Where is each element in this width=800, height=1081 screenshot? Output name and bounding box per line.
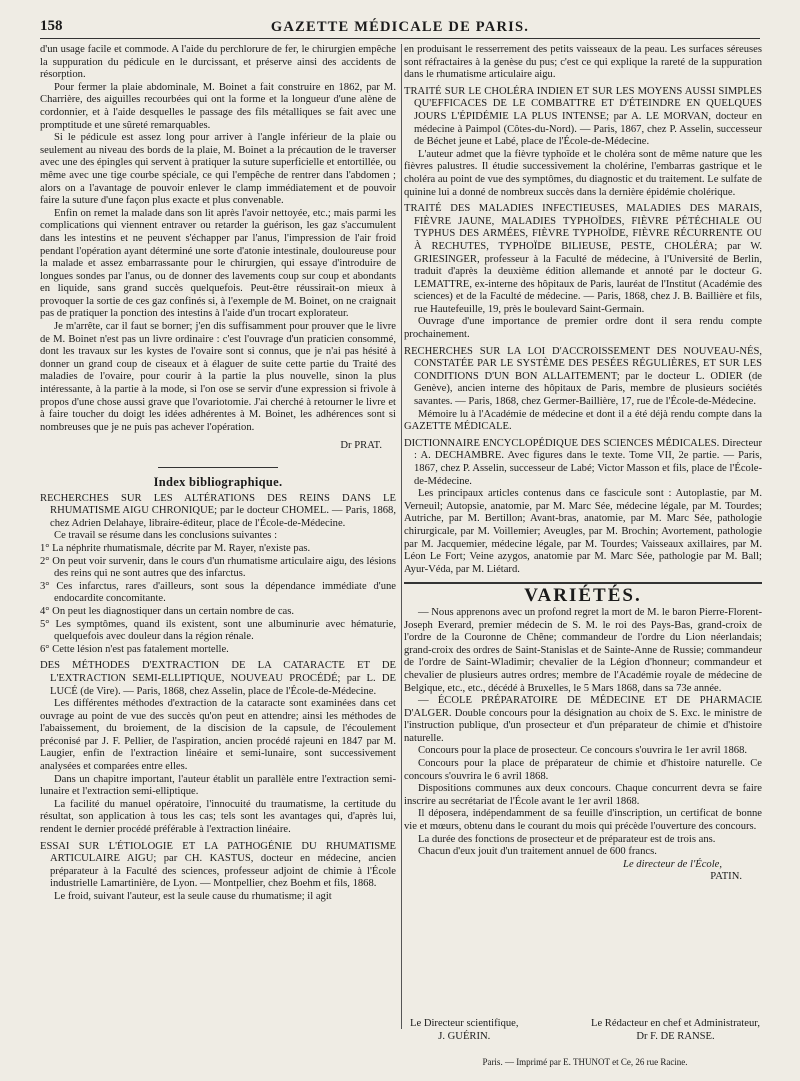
footer-director-name: J. GUÉRIN. xyxy=(438,1031,491,1042)
news-paragraph: La durée des fonctions de prosecteur et de préparateur est de trois ans. xyxy=(418,833,716,845)
running-title: GAZETTE MÉDICALE DE PARIS. xyxy=(270,19,530,35)
left-column xyxy=(40,44,396,904)
page-header xyxy=(40,16,760,39)
index-title: Index bibliographique. xyxy=(153,475,283,489)
biblio-paragraph: Dans un chapitre important, l'auteur établit un parallèle entre l'extraction semi-lunaire et l'extraction semi-elliptique. xyxy=(40,773,396,798)
biblio-paragraph: Ouvrage d'une importance de premier ordre dont il sera rendu compte prochainement. xyxy=(404,316,762,341)
director-signature: Le directeur de l'École, xyxy=(623,858,722,870)
varietes-title: VARIÉTÉS. xyxy=(524,585,642,607)
biblio-paragraph: Les différentes méthodes d'extraction de la cataracte sont examinées dans cet ouvrage au point de vue des succès qu'on peut en attendre; ainsi les méthodes de l'abaissement, du broiement, de la discision de la capsule, de l'écoulement préconisé par J. F. Pellier, de l'aspiration, ancien procédé rajeuni en 1847 par M. Laugier, enfin de l'extraction linéaire et semi-lunaire, sont successivement analysées et comparées entre elles. xyxy=(40,698,396,773)
biblio-paragraph: Ce travail se résume dans les conclusions suivantes : xyxy=(54,530,278,542)
list-item: 2° On peut voir survenir, dans le cours d'un rhumatisme articulaire aigu, des lésions des reins qui ne sont autres que des infarctus. xyxy=(40,555,396,580)
footer-row xyxy=(410,1017,760,1043)
biblio-paragraph: en produisant le resserrement des petits vaisseaux de la peau. Les surfaces séreuses sont réfractaires à la genèse du pus; c'est ce qui explique la rareté de la suppuration dans le rhumatisme articulaire aigu. xyxy=(404,44,762,81)
biblio-paragraph: L'auteur admet que la fièvre typhoïde et le choléra sont de même nature que les fièvres palustres. Il étudie successivement la cholérine, l'embarras gastrique et le choléra au point de vue des symptômes, du diagnostic et du traitement. Le sulfate de quinine lui a donné de nombreux succès dans la dernière épidémie cholérique. xyxy=(404,148,762,198)
article-paragraph: Je m'arrête, car il faut se borner; j'en dis suffisamment pour prouver que le livre de M. Boinet n'est pas un livre ordinaire : c'est l'ouvrage d'un praticien consommé, dont les travaux sur les kystes de l'ovaire sont si connus, que je n'ai pas hésité à donner un grand coup de ciseaux et à élaguer de suite cette partie du Traité des maladies de l'ovaire, pour courir à la partie la plus nouvelle, sinon la plus intéressante, à la partie à la mode, si l'on ose se servir d'une expression si frivole à propos d'une chose aussi grave que l'ovariotomie. J'ai cherché à retourner le livre et à faire toucher du doigt les idées adhérentes à M. Boinet, les adhérences sont si nombreuses que je ne puis pas achever l'opération. xyxy=(40,321,396,433)
biblio-entry-heading: TRAITÉ SUR LE CHOLÉRA INDIEN ET SUR LES MOYENS AUSSI SIMPLES QU'EFFICACES DE LE COMBATTRE ET D'ÉTEINDRE EN QUELQUES JOURS L'ÉPIDÉMIE LA PLUS INTENSE; par A. LE MORVAN, docteur en médecine à Paimpol (Côtes-du-Nord). — Paris, 1867, chez P. Asselin, successeur de Béchet jeune et Labé, place de l'École-de-Médecine. xyxy=(404,85,762,148)
list-item: 5° Les symptômes, quand ils existent, sont une albuminurie avec hématurie, quelquefois avec douleur dans la région rénale. xyxy=(40,618,396,643)
page-number: 158 xyxy=(40,18,63,34)
list-item: 3° Ces infarctus, rares d'ailleurs, sont sous la dépendance immédiate d'une endocardite concomitante. xyxy=(40,580,396,605)
article-signature: Dr PRAT. xyxy=(340,440,382,452)
biblio-entry-heading: RECHERCHES SUR LA LOI D'ACCROISSEMENT DES NOUVEAU-NÉS, CONSTATÉE PAR LE SYSTÈME DES PESÉES RÉGULIÈRES, ET SUR LES CONDITIONS D'UN BON ALLAITEMENT; par le docteur L. ODIER (de Genève), ancien interne des hôpitaux de Paris, membre de plusieurs sociétés savantes. — Paris, 1868, chez Germer-Baillière, 17, rue de l'École-de-Médecine. xyxy=(404,345,762,408)
biblio-entry-heading: DICTIONNAIRE ENCYCLOPÉDIQUE DES SCIENCES MÉDICALES. Directeur : A. DECHAMBRE. Avec figures dans le texte. Tome VII, 2e partie. — Paris, 1867, chez P. Asselin, successeur de Labé; Victor Masson et fils, place de l'École-de-Médecine. xyxy=(404,437,762,487)
list-item: 4° On peut les diagnostiquer dans un certain nombre de cas. xyxy=(40,605,295,617)
news-paragraph: Concours pour la place de préparateur de chimie et d'histoire naturelle. Ce concours s'ouvrira le 6 avril 1868. xyxy=(404,758,762,782)
footer-director xyxy=(410,1017,519,1043)
conclusions-list xyxy=(40,543,396,656)
article-paragraph: Pour fermer la plaie abdominale, M. Boinet a fait construire en 1862, par M. Charrière, des aiguilles recourbées qui ont la forme et la longueur d'une alène de cordonnier, et à l'aide desquelles le passage des fils métalliques se fait avec une promptitude et une sûreté remarquables. xyxy=(40,81,396,131)
article-paragraph: Si le pédicule est assez long pour arriver à l'angle inférieur de la plaie ou seulement au niveau des bords de la plaie, M. Boinet a la précaution de le traverser avec une des épingles qui servent à pratiquer la suture superficielle et entortillée, ou même avec une tige courbe spéciale, ce qui l'empêche de rentrer dans l'abdomen ; alors on a l'avantage de pouvoir enlever le clamp immédiatement et de pouvoir faire la suture d'une façon plus exacte et plus convenable. xyxy=(40,132,396,207)
biblio-entry-heading: TRAITÉ DES MALADIES INFECTIEUSES, MALADIES DES MARAIS, FIÈVRE JAUNE, MALADIES TYPHOÏDES, FIÈVRE PÉTÉCHIALE OU TYPHUS DES ARMÉES, FIÈVRE TYPHOÏDE, FIÈVRE RÉCURRENTE OU À RECHUTES, TYPHOÏDE BILIEUSE, PESTE, CHOLÉRA; par W. GRIESINGER, professeur à la Faculté de médecine, à l'Université de Berlin, traduit d'après la deuxième édition allemande et annoté par le docteur G. LEMATTRE, ex-interne des hôpitaux de Paris, lauréat de l'Institut (Académie des sciences) et de la Faculté de médecine. — Paris, 1868, chez J. B. Baillière et fils, rue Hautefeuille, 19, près le boulevard Saint-Germain. xyxy=(404,203,762,315)
news-paragraph: — ÉCOLE PRÉPARATOIRE DE MÉDECINE ET DE PHARMACIE D'ALGER. Double concours pour la désignation au choix de S. Exc. le ministre de l'instruction publique, d'un prosecteur et d'un préparateur de chimie et d'histoire naturelle. xyxy=(404,695,762,744)
printer-imprint: Paris. — Imprimé par E. THUNOT et Ce, 26 rue Racine. xyxy=(482,1057,688,1067)
biblio-paragraph: La facilité du manuel opératoire, l'innocuité du traumatisme, la certitude du résultat, son application à tous les cas; tels sont les avantages qui, d'après lui, rendent le dernier procédé préférable à l'extraction linéaire. xyxy=(40,798,396,836)
news-paragraph: Dispositions communes aux deux concours. Chaque concurrent devra se faire inscrire au secrétariat de l'École avant le 1er avril 1868. xyxy=(404,783,762,807)
news-paragraph: — Nous apprenons avec un profond regret la mort de M. le baron Pierre-Florent-Joseph Everard, premier médecin de S. M. le roi des Pays-Bas, grand-croix de l'ordre de la Couronne de Chêne; commandeur de l'ordre du Lion néerlandais; grand-croix des ordres de Saint-Stanislas et de Sainte-Anne de Russie; commandeur de l'ordre de Saint-Wladimir; chevalier de la Légion d'honneur; commandeur et chevalier de plusieurs autres ordres; membre de l'Académie royale de médecine de Belgique, etc., etc., décédé à Bruxelles, le 5 Mars 1868, dans sa 73e année. xyxy=(404,606,762,694)
biblio-entry-heading: ESSAI SUR L'ÉTIOLOGIE ET LA PATHOGÉNIE DU RHUMATISME ARTICULAIRE AIGU; par CH. KASTUS, docteur en médecine, ancien préparateur à la Faculté des sciences, professeur adjoint de chimie à l'École industrielle Lamartinière, de Lyon. — Montpellier, chez Boehm et fils, 1868. xyxy=(40,840,396,890)
biblio-paragraph: Les principaux articles contenus dans ce fascicule sont : Autoplastie, par M. Verneuil; Autopsie, anatomie, par M. Marc Sée, médecine légale, par M. Tourdes; Autriche, par M. Bertillon; Avant-bras, anatomie, par M. Marc Sée, pathologie chirurgicale, par M. Voillemier; Aveugles, par M. Brochin; Avortement, pathologie par M. Jacquemier, médecine légale, par M. Tourdes; Vaisseaux axillaires, par M. Léon Le Fort; Veine azygos, anatomie par M. Marc Sée, pathologie par M. Ball; Ayur-Véda, par M. Liétard. xyxy=(404,488,762,575)
article-paragraph: d'un usage facile et commode. A l'aide du perchlorure de fer, le chirurgien empêche la suppuration du pédicule en le durcissant, et préserve ainsi des accidents de résorption. xyxy=(40,44,396,81)
column-divider xyxy=(401,44,402,1029)
director-name: PATIN. xyxy=(710,871,742,883)
right-column xyxy=(404,44,762,884)
list-item: 6° Cette lésion n'est pas fatalement mortelle. xyxy=(40,643,229,655)
news-paragraph: Chacun d'eux jouit d'un traitement annuel de 600 francs. xyxy=(418,846,657,858)
footer-editor xyxy=(591,1017,760,1043)
biblio-entry-heading: RECHERCHES SUR LES ALTÉRATIONS DES REINS DANS LE RHUMATISME AIGU CHRONIQUE; par le docteur CHOMEL. — Paris, 1868, chez Adrien Delahaye, libraire-éditeur, place de l'École-de-Médecine. xyxy=(40,492,396,529)
article-paragraph: Enfin on remet la malade dans son lit après l'avoir nettoyée, etc.; mais parmi les complications qui viennent entraver ou retarder la guérison, les gaz s'accumulent dans les intestins et ne peuvent s'échapper par l'anus, l'impression de l'air froid pendant l'opération ayant déterminé une sorte d'atonie intestinale, douloureuse pour la malade et assez embarrassante pour le chirurgien, qui essaye d'introduire de longues sondes par l'anus, ou de donner des lavements coup sur coup et abondants en liquide, sans grand succès quelquefois. Peut-être réussirait-on mieux à provoquer la sortie de ces gaz confinés si, à l'exemple de M. Boinet, on ne craignait pas de pratiquer la ponction des intestins à l'aide d'un trocart explorateur. xyxy=(40,207,396,320)
biblio-paragraph: Mémoire lu à l'Académie de médecine et dont il a été déjà rendu compte dans la GAZETTE MÉDICALE. xyxy=(404,408,762,433)
footer-credits xyxy=(410,1017,760,1043)
news-paragraph: Il déposera, indépendamment de sa feuille d'inscription, un certificat de bonne vie et mœurs, obtenu dans le courant du mois qui précède l'ouverture des concours. xyxy=(404,808,762,833)
news-paragraph: Concours pour la place de prosecteur. Ce concours s'ouvrira le 1er avril 1868. xyxy=(418,745,748,757)
footer-editor-title: Le Rédacteur en chef et Administrateur, xyxy=(590,1018,760,1029)
list-item: 1° La néphrite rhumatismale, décrite par M. Rayer, n'existe pas. xyxy=(40,542,311,554)
section-rule xyxy=(158,467,278,468)
footer-editor-name: Dr F. DE RANSE. xyxy=(636,1031,715,1042)
biblio-entry-heading: DES MÉTHODES D'EXTRACTION DE LA CATARACTE ET DE L'EXTRACTION SEMI-ELLIPTIQUE, NOUVEAU PROCÉDÉ; par L. DE LUCÉ (de Vire). — Paris, 1868, chez Asselin, place de l'École-de-Médecine. xyxy=(40,660,396,697)
footer-director-title: Le Directeur scientifique, xyxy=(410,1018,519,1029)
biblio-paragraph: Le froid, suivant l'auteur, est la seule cause du rhumatisme; il agit xyxy=(54,891,332,902)
